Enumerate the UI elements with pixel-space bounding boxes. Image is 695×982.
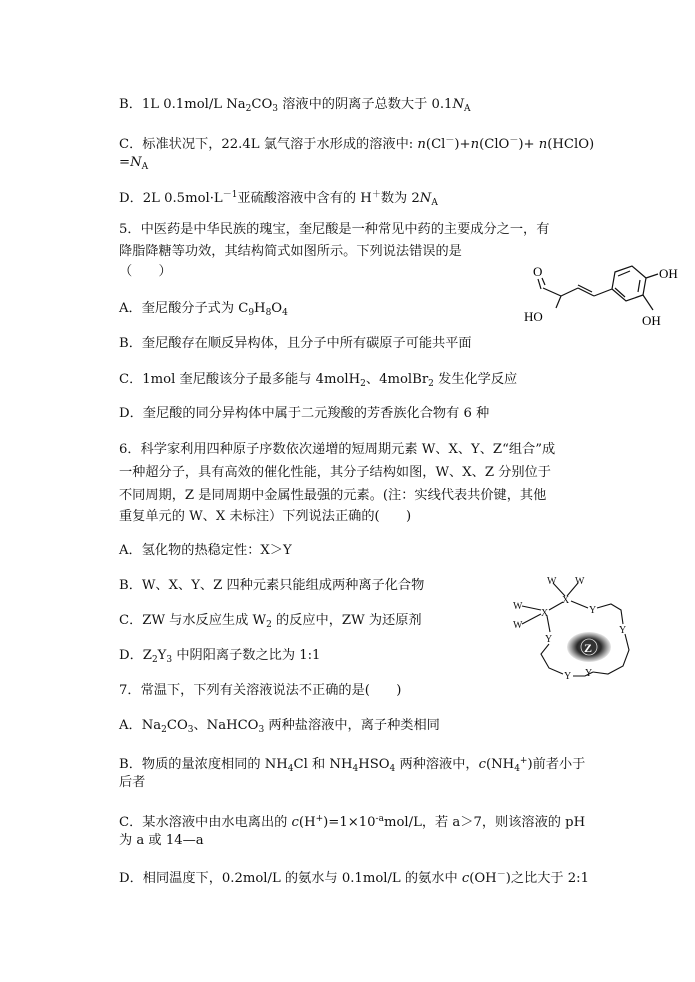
oh-label-bottom: OH (642, 313, 661, 328)
text-line: B．W、X、Y、Z 四种元素只能组成两种离子化合物 (119, 578, 425, 593)
text-line: 一种超分子，具有高效的催化性能，其分子结构如图，W、X、Z 分别位于 (119, 465, 551, 480)
w-label-4: W (513, 620, 523, 631)
y-label-4: Y (564, 671, 572, 682)
text-line: $=N_A$ (119, 155, 149, 172)
text-line: 后者 (119, 775, 146, 790)
text-line: 降脂降糖等功效，其结构简式如图所示。下列说法错误的是 (119, 244, 462, 259)
x-label-1: X (562, 595, 570, 606)
w-label-2: W (575, 576, 585, 587)
text-line: D．奎尼酸的同分异构体中属于二元羧酸的芳香族化合物有 6 种 (119, 406, 490, 421)
text-line: D．相同温度下，0.2mol/L 的氨水与 0.1mol/L 的氨水中 c(OH－)之比大于 2:1 (119, 870, 590, 886)
text-line: 7．常温下，下列有关溶液说法不正确的是( ) (119, 683, 402, 698)
text-line: B．1L 0.1mol/L $Na_2CO_3$ 溶液中的阴离子总数大于 $0.1N_A$ (119, 97, 471, 114)
supramolecule-figure (505, 572, 655, 684)
x-label-2: X (541, 608, 549, 619)
oh-label-top: OH (659, 266, 678, 281)
o-label: O (533, 264, 543, 279)
z-label: Z (584, 641, 593, 655)
text-line: （ ） (119, 264, 172, 279)
y-label-3: Y (545, 634, 553, 645)
w-label-1: W (547, 576, 557, 587)
ho-label: HO (524, 309, 543, 324)
text-line: C．1mol 奎尼酸该分子最多能与 4molH$_2$、4molBr$_2$ 发生化学反应 (119, 372, 518, 389)
y-label-5: Y (585, 668, 593, 679)
y-label-2: Y (619, 625, 627, 636)
text-line: A．氢化物的热稳定性：X＞Y (119, 543, 292, 558)
text-line: 5．中医药是中华民族的瑰宝，奎尼酸是一种常见中药的主要成分之一，有 (119, 222, 550, 237)
text-line: B．物质的量浓度相同的 $NH_4Cl$ 和 $NH_4HSO_4$ 两种溶液中，$c(NH_4^+)$前者小于 (119, 756, 586, 774)
text-line: C．ZW 与水反应生成 $W_2$ 的反应中，ZW 为还原剂 (119, 613, 422, 630)
text-line: 6．科学家利用四种原子序数依次递增的短周期元素 W、X、Y、Z“组合”成 (119, 442, 556, 457)
structure-figure-acid (520, 258, 680, 336)
y-label-1: Y (589, 605, 597, 616)
text-line: 为 a 或 14—a (119, 833, 204, 848)
text-line: A．奎尼酸分子式为 $C_9H_8O_4$ (119, 301, 288, 318)
text-line: C．标准状况下，22.4L 氯气溶于水形成的溶液中: n(Cl－)+n(ClO－)+ n(HClO) (119, 136, 595, 152)
text-line: D．$Z_2Y_3$ 中阴阳离子数之比为 1:1 (119, 648, 321, 665)
text-line: A．$Na_2CO_3$、NaHCO$_3$ 两种盐溶液中，离子种类相同 (119, 718, 440, 735)
text-line: 不同周期，Z 是同周期中金属性最强的元素。(注：实线代表共价键，其他 (119, 488, 547, 503)
text-line: B．奎尼酸存在顺反异构体，且分子中所有碳原子可能共平面 (119, 336, 472, 351)
text-line: D．2L $0.5mol\cdot L^{-1}$亚硫酸溶液中含有的 H＋数为 $2N_A$ (119, 190, 438, 208)
text-line: 重复单元的 W、X 未标注）下列说法正确的( ) (119, 509, 412, 524)
text-line: C．某水溶液中由水电离出的 $c(H^+)=1\times 10^{-a}mol/L$，若 a＞7，则该溶液的 pH (119, 814, 586, 830)
w-label-3: W (513, 601, 523, 612)
